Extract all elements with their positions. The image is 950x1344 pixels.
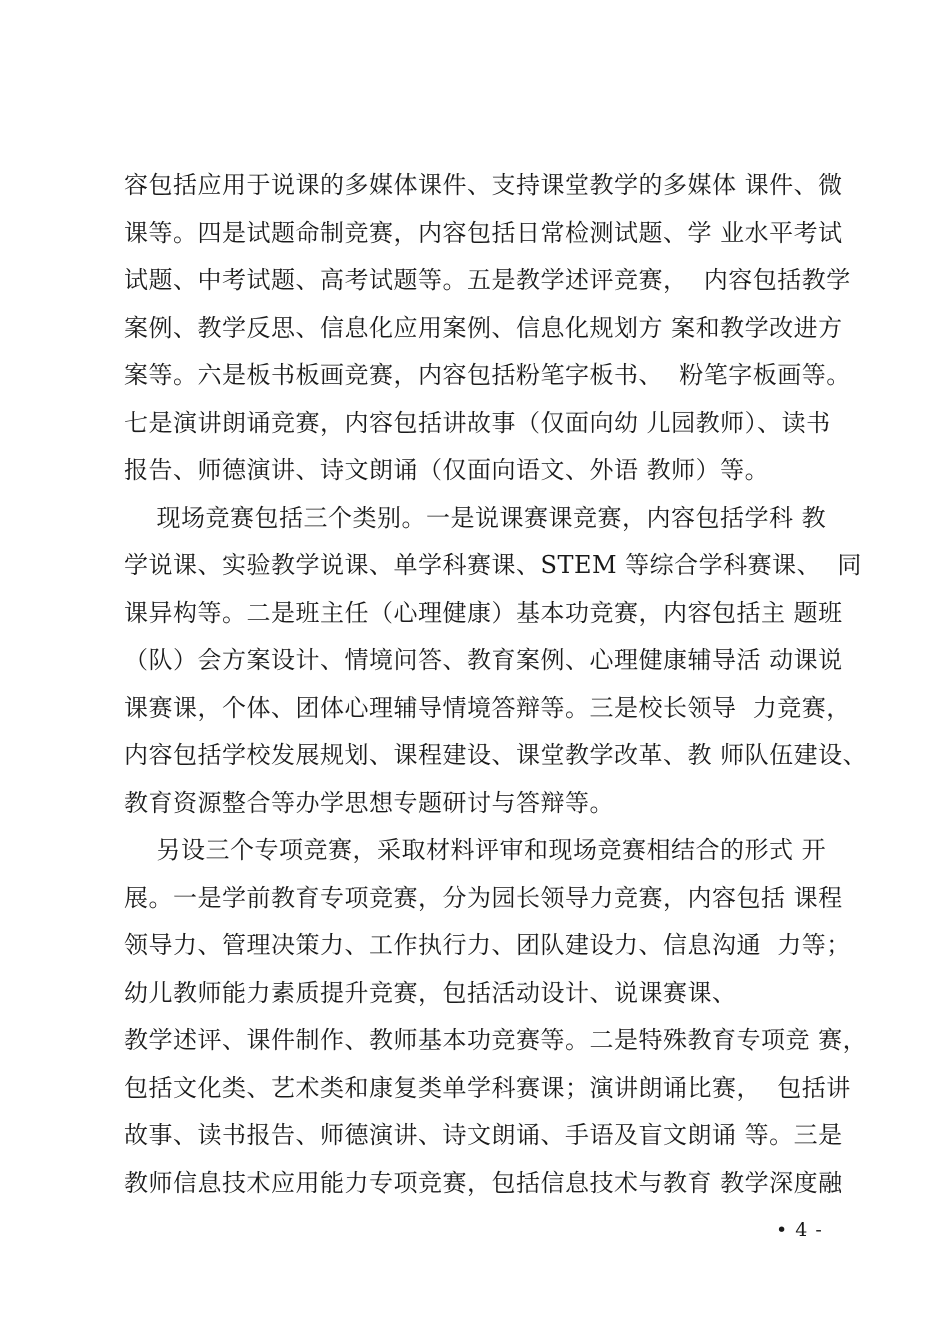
text-line: 七是演讲朗诵竞赛，内容包括讲故事（仅面向幼 儿园教师）、读书 xyxy=(124,408,831,437)
paragraph-1 xyxy=(124,162,854,495)
text-line: 容包括应用于说课的多媒体课件、支持课堂教学的多媒体 课件、微 xyxy=(124,171,843,199)
text-line: 教育资源整合等办学思想专题研讨与答辩等。 xyxy=(124,788,614,817)
text-line: 故事、读书报告、师德演讲、诗文朗诵、手语及盲文朗诵 等。三是 xyxy=(124,1121,843,1149)
text-line: 课赛课，个体、团体心理辅导情境答辩等。三是校长领导 力竞赛， xyxy=(124,693,851,722)
text-line: 报告、师德演讲、诗文朗诵（仅面向语文、外语 教师）等。 xyxy=(124,456,770,484)
text-line: 幼儿教师能力素质提升竞赛，包括活动设计、说课赛课、 xyxy=(124,978,737,1007)
page-number: • 4 - xyxy=(776,1219,823,1241)
paragraph-3 xyxy=(124,827,868,1207)
body-text xyxy=(124,162,868,1207)
text-line: 课等。四是试题命制竞赛，内容包括日常检测试题、学 业水平考试 xyxy=(124,218,843,247)
text-line: 领导力、管理决策力、工作执行力、团队建设力、信息沟通 力等； xyxy=(124,931,851,959)
text-line: 试题、中考试题、高考试题等。五是教学述评竞赛， 内容包括教学 xyxy=(124,266,851,294)
text-line: 案等。六是板书板画竞赛，内容包括粉笔字板书、 粉笔字板画等。 xyxy=(124,361,851,389)
text-line: 教师信息技术应用能力专项竞赛，包括信息技术与教育 教学深度融 xyxy=(124,1168,843,1197)
text-line: 案例、教学反思、信息化应用案例、信息化规划方 案和教学改进方 xyxy=(124,313,843,342)
text-line: （队）会方案设计、情境问答、教育案例、心理健康辅导活 动课说 xyxy=(124,646,843,674)
text-line: 学说课、实验教学说课、单学科赛课、STEM 等综合学科赛课、 同 xyxy=(124,551,862,579)
text-line: 另设三个专项竞赛，采取材料评审和现场竞赛相结合的形式 开 xyxy=(124,836,827,864)
text-line: 内容包括学校发展规划、课程建设、课堂教学改革、教 师队伍建设、 xyxy=(124,741,868,769)
text-line: 课异构等。二是班主任（心理健康）基本功竞赛，内容包括主 题班 xyxy=(124,598,843,627)
text-line: 展。一是学前教育专项竞赛，分为园长领导力竞赛，内容包括 课程 xyxy=(124,883,843,912)
text-line: 现场竞赛包括三个类别。一是说课赛课竞赛，内容包括学科 教 xyxy=(124,503,827,532)
text-line: 包括文化类、艺术类和康复类单学科赛课；演讲朗诵比赛， 包括讲 xyxy=(124,1073,851,1102)
paragraph-2 xyxy=(124,495,868,828)
text-line: 教学述评、课件制作、教师基本功竞赛等。二是特殊教育专项竞 赛， xyxy=(124,1026,868,1054)
